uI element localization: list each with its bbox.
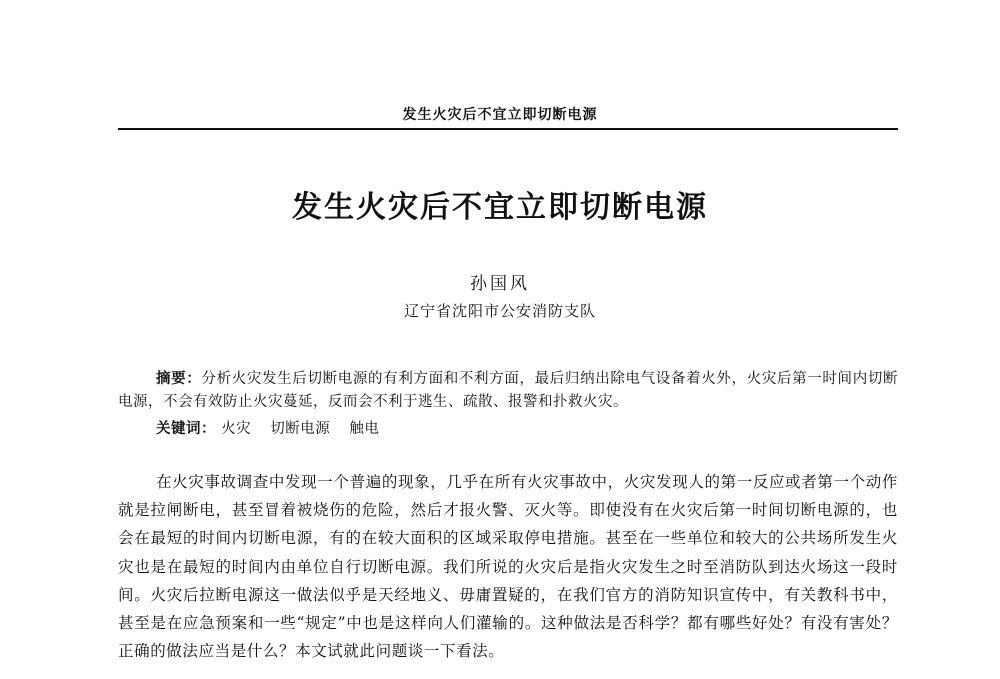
running-header: 发生火灾后不宜立即切断电源 <box>402 107 598 123</box>
header-rule <box>118 128 898 130</box>
keywords <box>156 417 898 441</box>
article-title: 发生火灾后不宜立即切断电源 <box>292 190 708 225</box>
abstract-label: 摘要： <box>156 370 202 387</box>
body-paragraph: 在火灾事故调查中发现一个普遍的现象，几乎在所有火灾事故中，火灾发现人的第一反应或者第一个动作就是拉闸断电，甚至冒着被烧伤的危险，然后才报火警、灭火等。即使没有在火灾后第一时间切断电源的，也会在最短的时间内切断电源，有的在较大面积的区域采取停电措施。甚至在一些单位和较大的公共场所发生火灾也是在最短的时间内由单位自行切断电源。我们所说的火灾后是指火灾发生之时至消防队到达火场这一段时间。火灾后拉断电源这一做法似乎是天经地义、毋庸置疑的，在我们官方的消防知识宣传中，有关教科书中，甚至是在应急预案和一些“规定”中也是这样向人们灌输的。这种做法是否科学？都有哪些好处？有没有害处？正确的做法应当是什么？本文试就此问题谈一下看法。 <box>118 473 898 661</box>
author-affiliation: 辽宁省沈阳市公安消防支队 <box>403 302 596 320</box>
keyword-item: 火灾 <box>221 421 252 437</box>
keyword-item: 触电 <box>349 421 380 437</box>
author-name: 孙国风 <box>470 274 530 294</box>
keywords-label: 关键词： <box>156 420 216 437</box>
abstract <box>118 367 898 414</box>
abstract-text: 分析火灾发生后切断电源的有利方面和不利方面，最后归纳出除电气设备着火外，火灾后第一时间内切断电源，不会有效防止火灾蔓延，反而会不利于逃生、疏散、报警和扑救火灾。 <box>118 371 898 410</box>
keyword-item: 切断电源 <box>270 421 331 437</box>
